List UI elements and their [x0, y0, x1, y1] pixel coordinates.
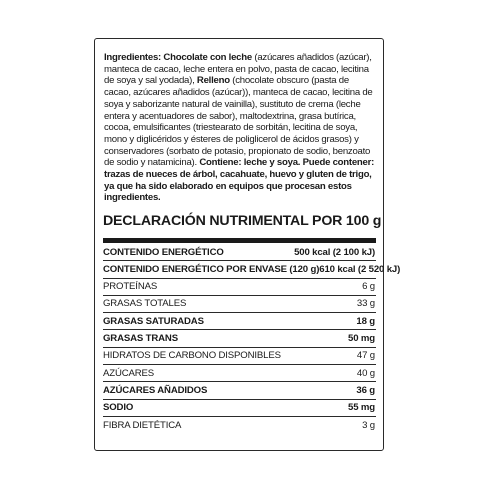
- row-label: AZÚCARES AÑADIDOS: [103, 384, 208, 396]
- row-label: PROTEÍNAS: [103, 281, 158, 293]
- row-value: 500 kcal (2 100 kJ): [294, 246, 375, 258]
- chocolate-con-leche-label: Chocolate con leche: [163, 52, 252, 63]
- allergen-statement: Contiene: leche y soya. Puede contener: trazas de nueces de árbol, cacahuate, huevo y gluten de trigo, ya que ha sido elaborado en equipos que procesan estos ingredientes.: [104, 157, 375, 204]
- row-value: 55 mg: [348, 402, 375, 414]
- ingredients-text: [104, 52, 376, 204]
- row-value: 36 g: [356, 384, 375, 396]
- row-value: 47 g: [356, 350, 375, 362]
- table-row: [103, 279, 376, 296]
- row-value: 18 g: [356, 315, 375, 327]
- table-row: [103, 244, 376, 261]
- table-row: [103, 382, 376, 399]
- table-row: [103, 296, 376, 313]
- row-value: 3 g: [362, 420, 375, 432]
- table-row: [103, 313, 376, 330]
- nutrition-declaration-title: DECLARACIÓN NUTRIMENTAL POR 100 g: [103, 213, 382, 229]
- row-label: GRASAS TOTALES: [103, 298, 187, 310]
- relleno-detail: (chocolate obscuro (pasta de cacao, azúcares añadidos (azúcar)), manteca de cacao, lecitina de soya y saborizante natural de vainilla), sustituto de crema (leche entera y acentuadores de sabor), maltodextrina, grasa butírica, cocoa, emulsificantes (triestearato de sorbitán, lecitina de soya, mono y diglicéridos y ésteres de poliglicerol de ácidos grasos) y conservadores (sorbato de potasio, propionato de sodio, benzoato de sodio y natamicina).: [104, 75, 373, 169]
- title-divider: [103, 238, 376, 243]
- table-row: [103, 348, 376, 365]
- nutrition-table: [103, 244, 401, 434]
- row-label: CONTENIDO ENERGÉTICO: [103, 246, 224, 258]
- row-label: SODIO: [103, 402, 134, 414]
- row-label: HIDRATOS DE CARBONO DISPONIBLES: [103, 350, 281, 362]
- row-label: GRASAS TRANS: [103, 333, 178, 345]
- relleno-label: Relleno: [196, 75, 230, 87]
- row-label: GRASAS SATURADAS: [103, 315, 204, 327]
- row-value: 6 g: [362, 281, 375, 293]
- table-row: [103, 417, 376, 434]
- ingredients-label: Ingredientes:: [104, 52, 161, 63]
- table-row: [103, 365, 376, 382]
- row-value: 40 g: [356, 367, 375, 379]
- table-row: [103, 330, 376, 347]
- row-value: 610 kcal (2 520 kJ): [319, 263, 401, 275]
- table-row: [103, 400, 376, 417]
- row-value: 50 mg: [348, 333, 375, 345]
- chocolate-con-leche-detail: (azúcares añadidos (azúcar), manteca de cacao, leche entera en polvo, pasta de cacao, lecitina de soya y sal yodada),: [104, 52, 372, 87]
- row-label: AZÚCARES: [103, 367, 155, 379]
- table-row: [103, 261, 401, 278]
- row-label: FIBRA DIETÉTICA: [103, 420, 182, 432]
- row-value: 33 g: [356, 298, 375, 310]
- row-label: CONTENIDO ENERGÉTICO POR ENVASE (120 g): [103, 263, 320, 275]
